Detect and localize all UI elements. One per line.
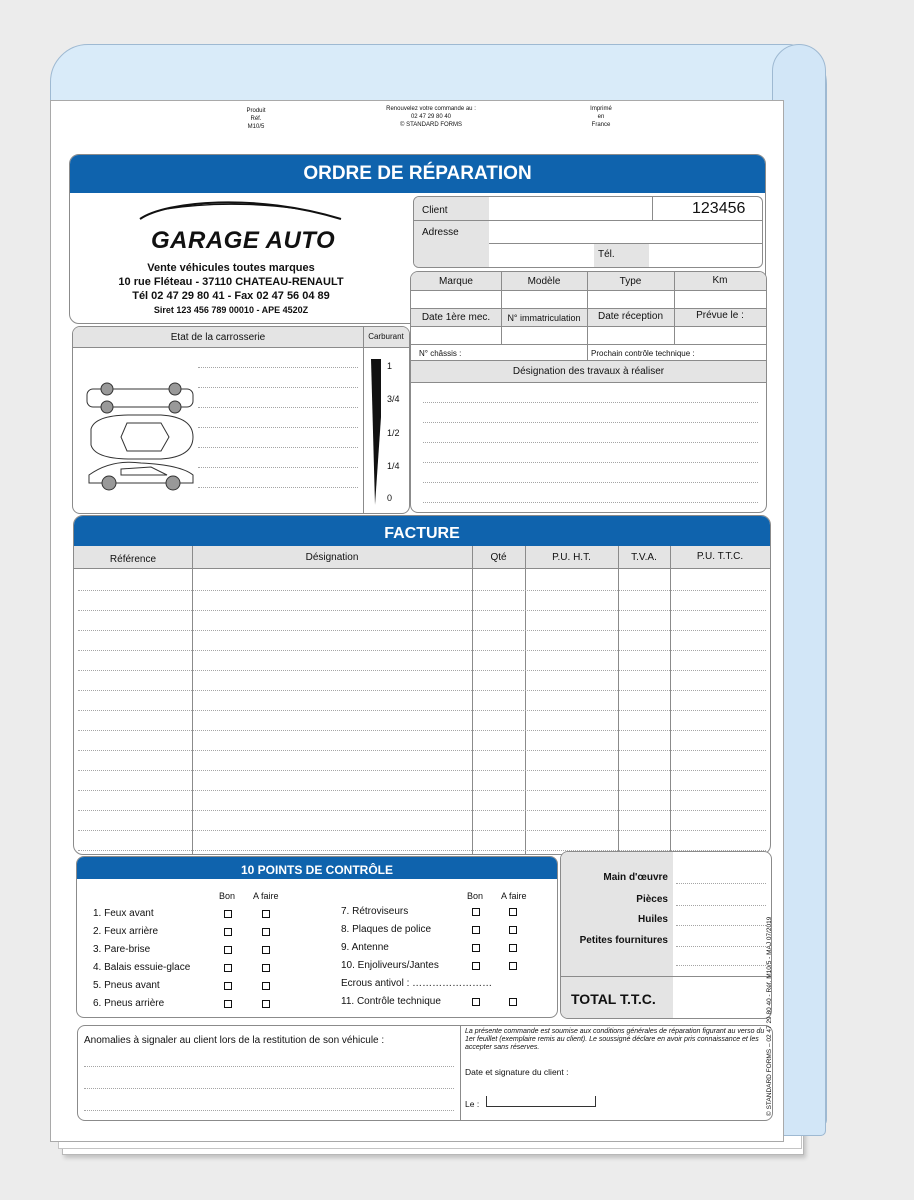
bon-checkbox[interactable] [472,944,480,952]
travaux-line [423,482,758,483]
main-oeuvre-line [676,883,766,884]
carrosserie-line [198,367,358,368]
fuel-level-0: 0 [387,493,393,503]
facture-box [73,515,771,855]
extra-line [676,965,766,966]
printed-country: France [591,122,611,128]
bon-checkbox[interactable] [224,1000,232,1008]
bon-label-right: Bon [467,891,484,901]
main-oeuvre-label: Main d'œuvre [603,872,668,883]
fuel-level-1-2: 1/2 [387,428,400,438]
immatriculation-header: N° immatriculation [507,313,581,323]
print-info [576,105,626,129]
reference-header: Référence [109,554,157,565]
client-label: Client [422,205,448,216]
fuel-level-1: 1 [387,361,393,371]
total-ttc-label: TOTAL T.T.C. [571,991,656,1007]
facture-row-line [78,610,766,611]
travaux-line [423,402,758,403]
modele-header: Modèle [527,276,561,287]
facture-row-line [78,650,766,651]
facture-row-line [78,670,766,671]
afaire-label-left: A faire [253,891,279,901]
afaire-checkbox[interactable] [262,982,270,990]
facture-row-line [78,730,766,731]
tel-label: Tél. [598,249,615,260]
bon-checkbox[interactable] [224,946,232,954]
carrosserie-line [198,427,358,428]
company-phone: Tél 02 47 29 80 41 - Fax 02 47 56 04 89 [132,290,330,302]
bon-checkbox[interactable] [472,926,480,934]
carrosserie-line [198,387,358,388]
bon-checkbox[interactable] [472,998,480,1006]
bon-label-left: Bon [219,891,236,901]
designation-header: Désignation [305,552,359,563]
afaire-label-right: A faire [501,891,527,901]
controle-item-right: 7. Rétroviseurs [341,906,409,917]
tva-header: T.V.A. [631,552,657,563]
vehicle-box [410,271,767,513]
afaire-checkbox[interactable] [509,962,517,970]
huiles-label: Huiles [637,914,668,925]
footer-box [77,1025,773,1121]
anomalies-line [84,1066,454,1067]
km-header: Km [712,275,728,286]
copyright: © STANDARD FORMS [400,122,462,128]
bon-checkbox[interactable] [224,928,232,936]
signature-label: Date et signature du client : [465,1067,569,1077]
printed-in: en [597,114,605,120]
garage-logo-text: GARAGE AUTO [151,227,336,254]
afaire-checkbox[interactable] [509,908,517,916]
fuel-gauge-icon [369,357,383,507]
controle-item-left: 1. Feux avant [93,908,154,919]
bon-checkbox[interactable] [224,910,232,918]
afaire-checkbox[interactable] [509,926,517,934]
huiles-line [676,925,766,926]
prevue-header: Prévue le : [696,310,744,321]
controle-item-right: Ecrous antivol : …………………… [341,978,493,989]
afaire-checkbox[interactable] [262,928,270,936]
anomalies-line [84,1088,454,1089]
bon-checkbox[interactable] [224,964,232,972]
form-sheet [50,100,784,1142]
order-info [371,105,491,129]
controle-item-left: 5. Pneus avant [93,980,160,991]
controle-technique-label: Prochain contrôle technique : [591,349,695,358]
pieces-line [676,905,766,906]
anomalies-label: Anomalies à signaler au client lors de la restitution de son véhicule : [84,1035,385,1046]
facture-row-line [78,630,766,631]
qte-header: Qté [490,552,507,563]
side-copyright: © STANDARD FORMS – 02 47 29 80 40 - Réf. M10/5 - MAJ 07/2019 [766,916,773,1116]
ref-label: Réf. [250,116,262,122]
fuel-level-1-4: 1/4 [387,461,400,471]
travaux-line [423,422,758,423]
petites-fournitures-label: Petites fournitures [579,935,668,946]
company-siret: Siret 123 456 789 00010 - APE 4520Z [153,305,309,315]
le-label: Le : [465,1099,480,1109]
facture-row-line [78,770,766,771]
facture-row-line [78,710,766,711]
order-phone: 02 47 29 80 40 [410,114,452,120]
controle-item-right: 10. Enjoliveurs/Jantes [341,960,439,971]
order-label: Renouvelez votre commande au : [386,106,476,112]
chassis-label: N° châssis : [419,349,462,358]
fournitures-line [676,946,766,947]
afaire-checkbox[interactable] [509,998,517,1006]
bon-checkbox[interactable] [472,962,480,970]
facture-row-line [78,750,766,751]
marque-header: Marque [439,276,473,287]
controle-item-left: 6. Pneus arrière [93,998,165,1009]
conditions-text: La présente commande est soumise aux conditions générales de réparation figurant au verso du 1er feuillet (exemplaire remis au client). Le soussigné déclare en avoir pris connaissance et les accepter sans réserves. [465,1028,765,1051]
pu-ht-header: P.U. H.T. [552,552,591,563]
client-box [413,196,763,268]
facture-row-line [78,810,766,811]
type-header: Type [619,276,642,287]
controle-item-left: 3. Pare-brise [93,944,151,955]
totals-box [560,851,772,1019]
controle-item-right: 9. Antenne [341,942,389,953]
date-field[interactable] [486,1096,596,1107]
facture-row-line [78,690,766,691]
date-reception-header: Date réception [597,311,664,322]
travaux-line [423,462,758,463]
controle-item-right: 11. Contrôle technique [341,996,441,1007]
travaux-line [423,502,758,503]
facture-row-line [78,830,766,831]
travaux-label: Désignation des travaux à réaliser [512,366,665,377]
product-info [221,107,291,131]
bon-checkbox[interactable] [472,908,480,916]
bon-checkbox[interactable] [224,982,232,990]
form-title: ORDRE DE RÉPARATION [70,155,765,193]
afaire-checkbox[interactable] [262,946,270,954]
adresse-label: Adresse [422,227,459,238]
controle-item-left: 2. Feux arrière [93,926,159,937]
company-address: 10 rue Fléteau - 37110 CHATEAU-RENAULT [118,276,344,288]
afaire-checkbox[interactable] [262,1000,270,1008]
fuel-level-3-4: 3/4 [387,394,400,404]
company-info [106,261,356,317]
anomalies-line [84,1110,454,1111]
carrosserie-line [198,467,358,468]
carrosserie-label: Etat de la carrosserie [170,332,266,343]
facture-row-line [78,590,766,591]
afaire-checkbox[interactable] [262,910,270,918]
date-mec-header: Date 1ère mec. [421,312,491,323]
ref-value: M10/5 [247,124,265,130]
travaux-line [423,442,758,443]
client-number: 123456 [692,200,746,217]
company-tagline: Vente véhicules toutes marques [147,262,315,274]
car-diagram-icon [81,379,201,491]
carrosserie-line [198,447,358,448]
facture-row-line [78,790,766,791]
controle-item-right: 8. Plaques de police [341,924,432,935]
printed-label: Imprimé [590,106,612,112]
controle-box [76,856,558,1018]
pieces-label: Pièces [636,894,668,905]
controle-item-left: 4. Balais essuie-glace [93,962,191,973]
afaire-checkbox[interactable] [509,944,517,952]
afaire-checkbox[interactable] [262,964,270,972]
carrosserie-line [198,407,358,408]
controle-title: 10 POINTS DE CONTRÔLE [77,857,557,879]
carrosserie-box [72,326,410,514]
facture-title: FACTURE [74,516,770,546]
product-label: Produit [246,108,266,114]
carrosserie-line [198,487,358,488]
pu-ttc-header: P.U. T.T.C. [696,551,744,562]
carburant-label: Carburant [368,332,404,341]
